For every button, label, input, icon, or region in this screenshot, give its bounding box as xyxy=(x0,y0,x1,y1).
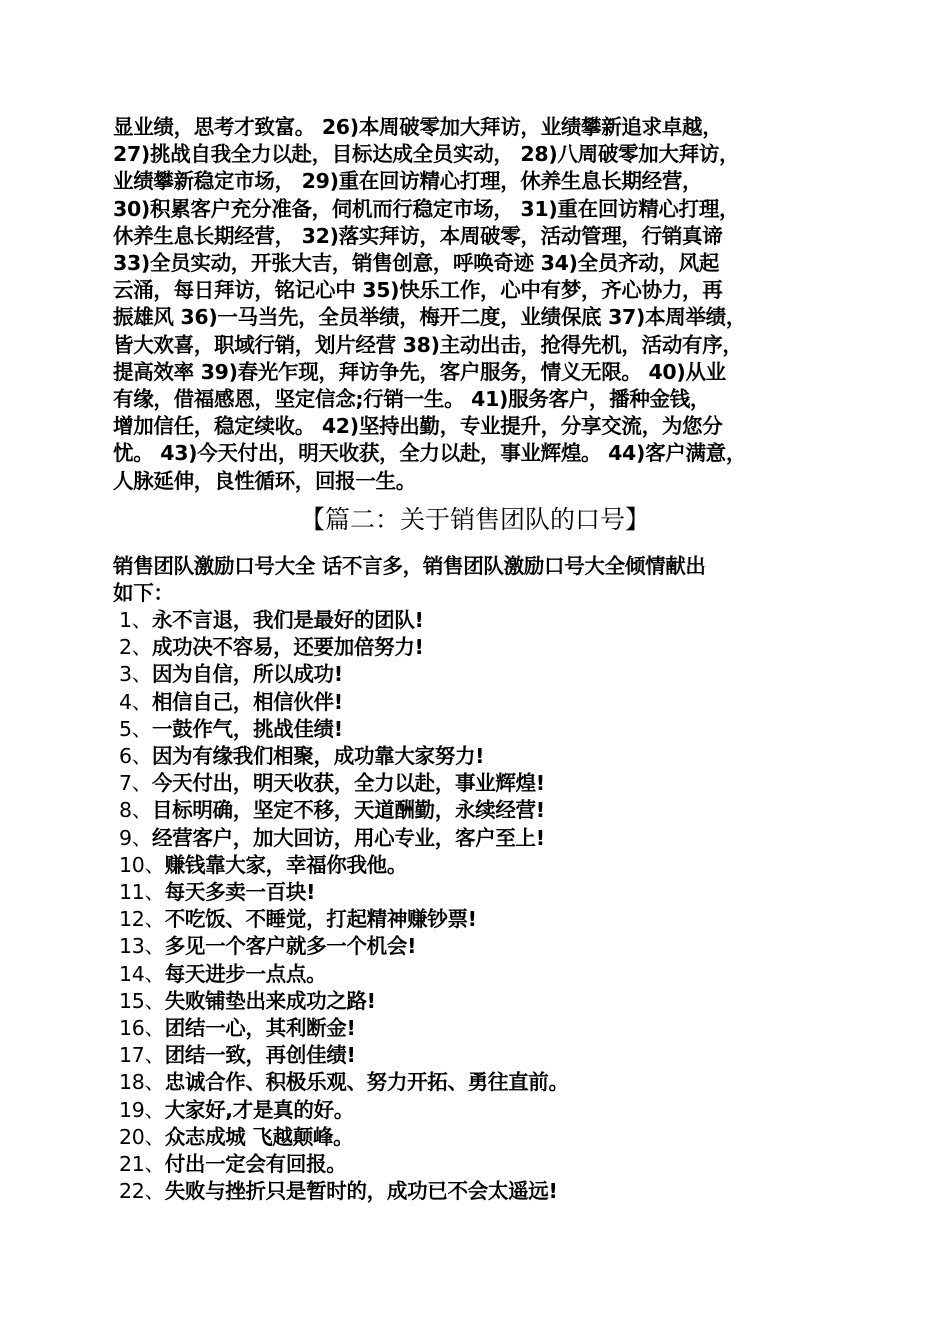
slogan-text: 团结一致，再创佳绩! xyxy=(164,1043,356,1068)
slogan-number: 12、 xyxy=(119,907,165,932)
slogan-item xyxy=(119,743,851,770)
intro-paragraph xyxy=(113,553,845,607)
slogan-number: 15、 xyxy=(119,988,165,1013)
slogan-number: 19、 xyxy=(119,1097,165,1122)
slogan-text: 目标明确，坚定不移，天道酬勤，永续经营! xyxy=(151,798,545,823)
slogan-item xyxy=(119,1151,851,1178)
slogan-number: 6、 xyxy=(119,744,152,769)
slogan-text: 每天多卖一百块! xyxy=(164,880,316,905)
slogan-number: 11、 xyxy=(119,880,165,905)
slogan-item xyxy=(119,661,851,688)
paragraph-line: 显业绩，思考才致富。 26)本周破零加大拜访，业绩攀新追求卓越， xyxy=(113,115,723,139)
paragraph-line: 33)全员实动，开张大吉，销售创意，呼唤奇迹 34)全员齐动，风起 xyxy=(113,251,720,276)
slogan-text: 赚钱靠大家，幸福你我他。 xyxy=(164,852,408,877)
slogan-number: 20、 xyxy=(119,1124,165,1149)
slogan-paragraph-continued xyxy=(113,114,845,495)
slogan-text: 付出一定会有回报。 xyxy=(164,1152,347,1177)
paragraph-line: 振雄风 36)一马当先，全员举绩，梅开二度，业绩保底 37)本周举绩， xyxy=(113,305,747,330)
slogan-text: 因为自信，所以成功! xyxy=(151,662,343,687)
slogan-number: 9、 xyxy=(119,825,152,850)
slogan-number: 2、 xyxy=(119,635,152,660)
slogan-item xyxy=(119,1069,851,1096)
slogan-number: 21、 xyxy=(119,1152,165,1177)
slogan-item xyxy=(119,607,851,634)
slogan-text: 失败铺垫出来成功之路! xyxy=(164,988,376,1013)
slogan-number: 4、 xyxy=(119,689,152,714)
slogan-number: 3、 xyxy=(119,662,152,687)
slogan-item xyxy=(119,852,851,879)
slogan-text: 永不言退，我们是最好的团队! xyxy=(151,608,424,632)
slogan-text: 成功决不容易，还要加倍努力! xyxy=(151,635,424,660)
slogan-item xyxy=(119,1178,851,1205)
slogan-number: 13、 xyxy=(119,934,165,959)
paragraph-line: 业绩攀新稳定市场， 29)重在回访精心打理，休养生息长期经营， xyxy=(113,169,703,194)
slogan-number: 7、 xyxy=(119,771,152,796)
slogan-text: 众志成城 飞越颠峰。 xyxy=(164,1124,354,1149)
slogan-text: 经营客户，加大回访，用心专业，客户至上! xyxy=(151,825,545,850)
slogan-item xyxy=(119,716,851,743)
section-title: 【篇二：关于销售团队的口号】 xyxy=(299,505,650,534)
slogan-item xyxy=(119,1097,851,1124)
slogan-number: 18、 xyxy=(119,1070,165,1095)
slogan-text: 不吃饭、不睡觉，打起精神赚钞票! xyxy=(164,907,477,932)
slogan-text: 一鼓作气，挑战佳绩! xyxy=(151,716,343,741)
paragraph-line: 27)挑战自我全力以赴，目标达成全员实动， 28)八周破零加大拜访， xyxy=(113,142,740,167)
intro-line: 销售团队激励口号大全 话不言多，销售团队激励口号大全倾情献出 xyxy=(113,554,706,578)
slogan-item xyxy=(119,961,851,988)
slogan-number: 17、 xyxy=(119,1043,165,1068)
slogan-text: 忠诚合作、积极乐观、努力开拓、勇往直前。 xyxy=(164,1070,569,1095)
slogan-text: 相信自己，相信伙伴! xyxy=(151,689,343,714)
paragraph-line: 休养生息长期经营， 32)落实拜访，本周破零，活动管理，行销真谛 xyxy=(113,223,723,248)
slogan-number: 5、 xyxy=(119,716,152,741)
paragraph-line: 有缘，借福感恩，坚定信念;行销一生。 41)服务客户，播种金钱， xyxy=(113,387,711,412)
paragraph-line: 忧。 43)今天付出，明天收获，全力以赴，事业辉煌。 44)客户满意， xyxy=(113,441,747,466)
slogan-text: 大家好,才是真的好。 xyxy=(164,1097,354,1122)
slogan-item xyxy=(119,879,851,906)
slogan-item xyxy=(119,770,851,797)
slogan-text: 团结一心，其利断金! xyxy=(164,1016,356,1041)
slogan-number: 16、 xyxy=(119,1016,165,1041)
slogan-item xyxy=(119,1124,851,1151)
paragraph-line: 人脉延伸，良性循环，回报一生。 xyxy=(113,468,416,493)
slogan-item xyxy=(119,933,851,960)
slogan-text: 今天付出，明天收获，全力以赴，事业辉煌! xyxy=(151,771,545,796)
slogan-item xyxy=(119,1015,851,1042)
slogan-text: 多见一个客户就多一个机会! xyxy=(164,934,417,959)
slogan-number: 14、 xyxy=(119,961,165,986)
slogan-number: 10、 xyxy=(119,852,165,877)
slogan-text: 因为有缘我们相聚，成功靠大家努力! xyxy=(151,744,485,769)
slogan-list xyxy=(119,607,851,1205)
slogan-text: 失败与挫折只是暂时的，成功已不会太遥远! xyxy=(164,1179,558,1204)
slogan-item xyxy=(119,988,851,1015)
slogan-item xyxy=(119,906,851,933)
paragraph-line: 30)积累客户充分准备，伺机而行稳定市场， 31)重在回访精心打理， xyxy=(113,196,740,221)
slogan-item xyxy=(119,825,851,852)
slogan-number: 1、 xyxy=(119,608,152,632)
paragraph-line: 皆大欢喜，职域行销，划片经营 38)主动出击，抢得先机，活动有序， xyxy=(113,332,743,357)
slogan-item xyxy=(119,689,851,716)
paragraph-line: 提高效率 39)春光乍现，拜访争先，客户服务，情义无限。 40)从业 xyxy=(113,359,726,384)
paragraph-line: 云涌，每日拜访，铭记心中 35)快乐工作，心中有梦，齐心协力，再 xyxy=(113,278,723,303)
slogan-item xyxy=(119,1042,851,1069)
slogan-number: 8、 xyxy=(119,798,152,823)
slogan-number: 22、 xyxy=(119,1179,165,1204)
slogan-text: 每天进步一点点。 xyxy=(164,961,327,986)
slogan-item xyxy=(119,797,851,824)
paragraph-line: 增加信任，稳定续收。 42)坚持出勤，专业提升，分享交流，为您分 xyxy=(113,414,723,439)
intro-line: 如下： xyxy=(113,581,174,606)
slogan-item xyxy=(119,634,851,661)
